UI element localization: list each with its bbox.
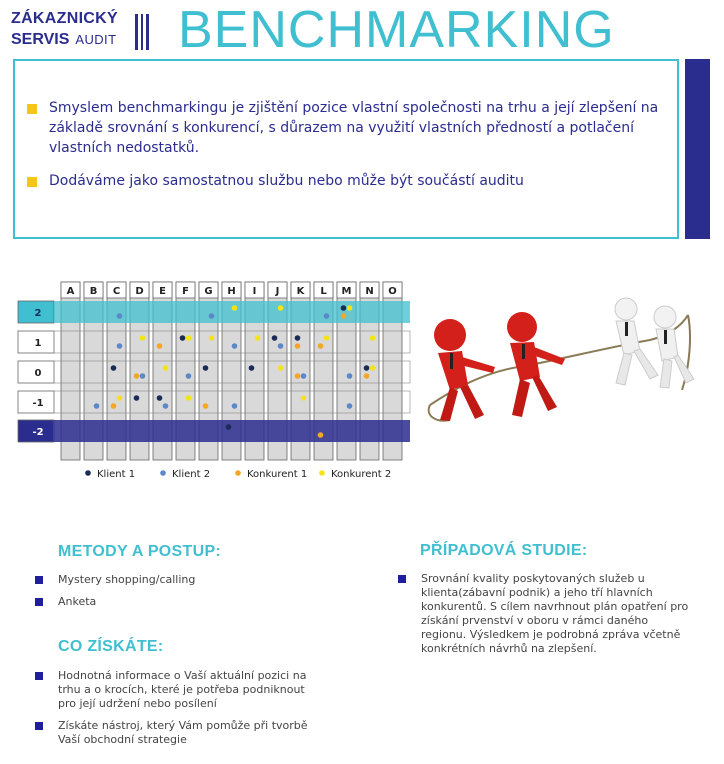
intro-item bbox=[27, 171, 659, 191]
intro-box bbox=[13, 59, 679, 239]
data-point bbox=[232, 343, 238, 349]
logo-audit: AUDIT bbox=[75, 32, 117, 47]
row-label: -2 bbox=[32, 427, 44, 438]
data-point bbox=[370, 365, 376, 371]
column-label: I bbox=[252, 286, 257, 297]
data-point bbox=[347, 305, 353, 311]
column-label: K bbox=[296, 286, 305, 297]
data-point bbox=[301, 395, 307, 401]
legend-marker bbox=[319, 470, 325, 476]
row-label: 1 bbox=[34, 338, 42, 349]
legend-label: Konkurent 1 bbox=[247, 469, 308, 480]
studie-title: PŘÍPADOVÁ STUDIE: bbox=[420, 542, 588, 559]
data-point bbox=[364, 365, 370, 371]
row-band bbox=[54, 391, 410, 413]
data-point bbox=[203, 403, 209, 409]
page-title: BENCHMARKING bbox=[178, 1, 615, 59]
yellow-square-bullet-icon bbox=[27, 104, 37, 114]
row-label: 2 bbox=[34, 308, 42, 319]
logo-line1: ZÁKAZNICKÝ bbox=[11, 10, 118, 27]
legend-label: Konkurent 2 bbox=[331, 469, 392, 480]
column-label: C bbox=[112, 286, 121, 297]
column-label: E bbox=[159, 286, 166, 297]
data-point bbox=[370, 335, 376, 341]
legend-marker bbox=[160, 470, 166, 476]
data-point bbox=[301, 373, 307, 379]
navy-square-bullet-icon bbox=[35, 576, 43, 584]
data-point bbox=[134, 395, 140, 401]
data-point bbox=[249, 365, 255, 371]
navy-square-bullet-icon bbox=[398, 575, 406, 583]
ziskate-item: Hodnotná informace o Vaší aktuální pozici na trhu a o krocích, které je potřeba podniknout pro její udržení nebo posílení bbox=[58, 669, 307, 710]
row-label: 0 bbox=[34, 368, 42, 379]
list-item bbox=[35, 719, 325, 747]
data-point bbox=[111, 365, 117, 371]
data-point bbox=[232, 305, 238, 311]
data-point bbox=[186, 373, 192, 379]
data-point bbox=[117, 343, 123, 349]
data-point bbox=[186, 395, 192, 401]
column-label: B bbox=[89, 286, 98, 297]
data-point bbox=[226, 424, 232, 430]
data-point bbox=[255, 335, 261, 341]
tug-of-war-illustration bbox=[420, 295, 696, 427]
data-point bbox=[140, 373, 146, 379]
data-point bbox=[324, 313, 330, 319]
legend-marker bbox=[85, 470, 91, 476]
data-point bbox=[117, 313, 123, 319]
data-point bbox=[341, 313, 347, 319]
data-point bbox=[278, 365, 284, 371]
data-point bbox=[295, 335, 301, 341]
column-label: O bbox=[388, 286, 397, 297]
data-point bbox=[318, 432, 324, 438]
data-point bbox=[157, 343, 163, 349]
data-point bbox=[295, 373, 301, 379]
column-label: M bbox=[341, 286, 352, 297]
logo-line2 bbox=[11, 31, 116, 49]
column-label: L bbox=[320, 286, 327, 297]
legend-marker bbox=[235, 470, 241, 476]
row-band bbox=[54, 361, 410, 383]
row-band bbox=[54, 331, 410, 353]
data-point bbox=[364, 373, 370, 379]
right-accent-bar bbox=[685, 59, 710, 239]
data-point bbox=[117, 395, 123, 401]
data-point bbox=[295, 343, 301, 349]
data-point bbox=[163, 365, 169, 371]
data-point bbox=[209, 335, 215, 341]
studie-item: Srovnání kvality poskytovaných služeb u klienta(zábavní podnik) a jeho tří hlavních konkurentů. S cílem navrhnout plán opatření pro získání prvenství v oboru v rámci daného regionu. Výsledkem je podrobná zpráva včetně konkrétních návrhů na zlepšení. bbox=[421, 572, 689, 655]
column-label: A bbox=[66, 286, 75, 297]
data-point bbox=[278, 305, 284, 311]
data-point bbox=[186, 335, 192, 341]
navy-square-bullet-icon bbox=[35, 598, 43, 606]
ziskate-title: CO ZÍSKÁTE: bbox=[58, 638, 164, 655]
list-item bbox=[398, 572, 698, 656]
column-label: N bbox=[365, 286, 374, 297]
metody-item: Anketa bbox=[58, 595, 97, 608]
column-label: D bbox=[135, 286, 144, 297]
data-point bbox=[134, 373, 140, 379]
intro-text: Dodáváme jako samostatnou službu nebo může být součástí auditu bbox=[49, 173, 524, 189]
data-point bbox=[140, 335, 146, 341]
list-item bbox=[35, 573, 195, 587]
navy-square-bullet-icon bbox=[35, 672, 43, 680]
company-logo bbox=[11, 10, 151, 54]
row-band bbox=[54, 420, 410, 442]
data-point bbox=[347, 403, 353, 409]
column-label: H bbox=[227, 286, 236, 297]
data-point bbox=[232, 403, 238, 409]
legend-label: Klient 1 bbox=[97, 469, 136, 480]
list-item bbox=[35, 595, 96, 609]
metody-item: Mystery shopping/calling bbox=[58, 573, 196, 586]
data-point bbox=[341, 305, 347, 311]
column-label: G bbox=[204, 286, 213, 297]
data-point bbox=[180, 335, 186, 341]
column-label: F bbox=[182, 286, 189, 297]
logo-bars-icon bbox=[135, 14, 153, 50]
benchmark-chart-svg bbox=[0, 270, 420, 490]
benchmark-chart bbox=[0, 270, 420, 490]
intro-item bbox=[27, 98, 659, 158]
data-point bbox=[347, 373, 353, 379]
logo-servis: SERVIS bbox=[11, 31, 70, 48]
data-point bbox=[272, 335, 278, 341]
data-point bbox=[318, 343, 324, 349]
navy-square-bullet-icon bbox=[35, 722, 43, 730]
data-point bbox=[157, 395, 163, 401]
data-point bbox=[203, 365, 209, 371]
data-point bbox=[324, 335, 330, 341]
intro-text: Smyslem benchmarkingu je zjištění pozice vlastní společnosti na trhu a její zlepšení na základě srovnání s konkurencí, s důrazem na využití vlastních předností a potlačení vlastních nedostatků. bbox=[49, 100, 659, 156]
data-point bbox=[94, 403, 100, 409]
row-label: -1 bbox=[32, 398, 44, 409]
data-point bbox=[209, 313, 215, 319]
list-item bbox=[35, 669, 325, 711]
data-point bbox=[278, 343, 284, 349]
ziskate-item: Získáte nástroj, který Vám pomůže při tvorbě Vaší obchodní strategie bbox=[58, 719, 308, 746]
data-point bbox=[111, 403, 117, 409]
data-point bbox=[163, 403, 169, 409]
legend-label: Klient 2 bbox=[172, 469, 211, 480]
metody-title: METODY A POSTUP: bbox=[58, 543, 222, 560]
yellow-square-bullet-icon bbox=[27, 177, 37, 187]
column-label: J bbox=[275, 286, 280, 297]
row-band bbox=[54, 301, 410, 323]
